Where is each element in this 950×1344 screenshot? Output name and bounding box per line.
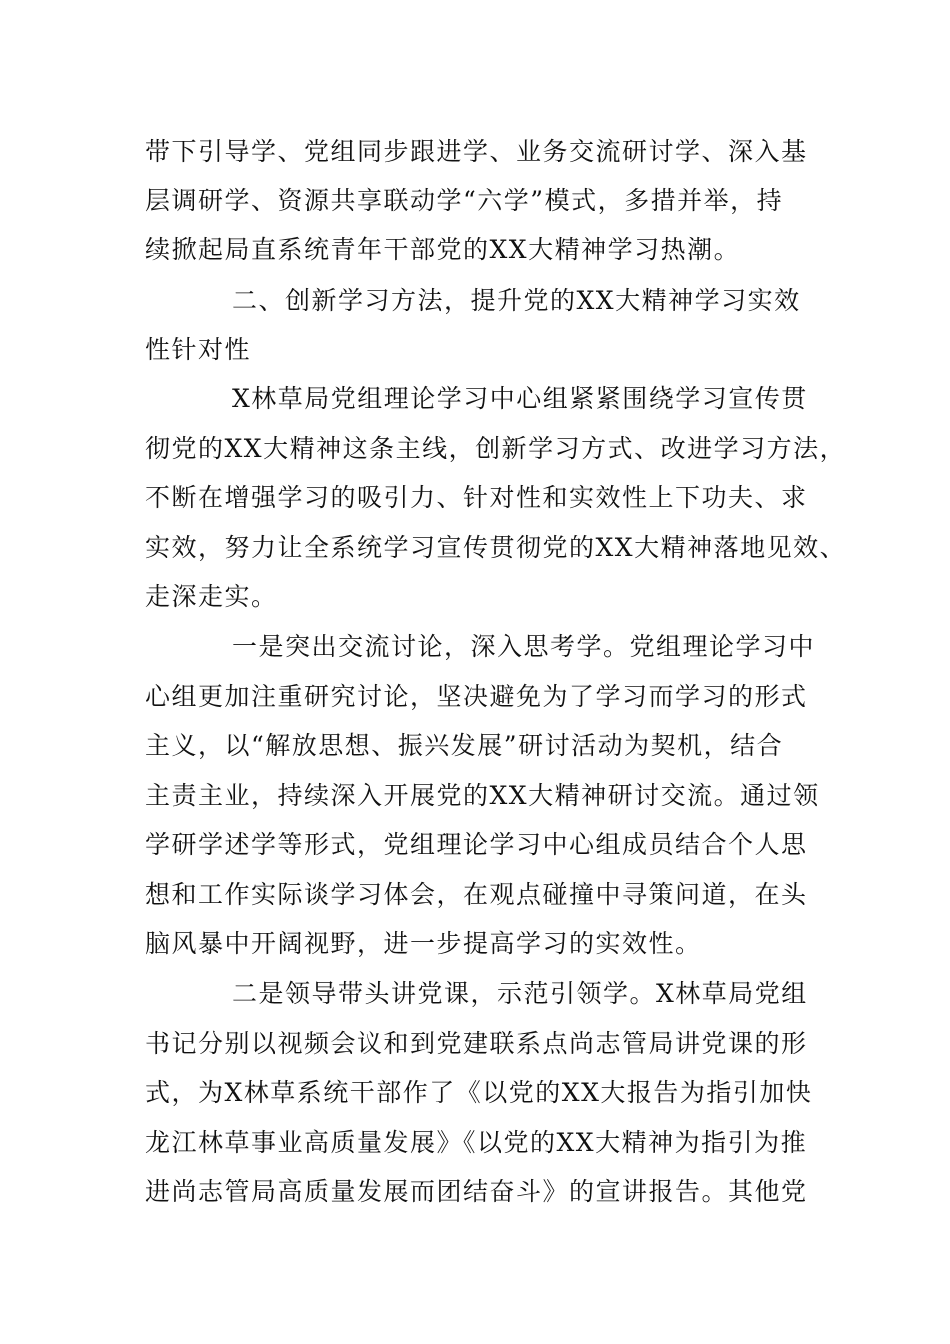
text-line: 实效，努力让全系统学习宣传贯彻党的XX大精神落地见效、 [145, 533, 847, 562]
text-line: 带下引导学、党组同步跟进学、业务交流研讨学、深入基 [145, 137, 808, 166]
text-line: 学研学述学等形式，党组理论学习中心组成员结合个人思 [145, 830, 808, 859]
text-line: 式，为X林草系统干部作了《以党的XX大报告为指引加快 [145, 1078, 813, 1107]
text-line: 主责主业，持续深入开展党的XX大精神研讨交流。通过领 [145, 781, 820, 810]
text-line: 不断在增强学习的吸引力、针对性和实效性上下功夫、求 [145, 483, 808, 512]
text-line: 层调研学、资源共享联动学“六学”模式，多措并举，持 [145, 186, 784, 215]
text-line: 进尚志管局高质量发展而团结奋斗》的宣讲报告。其他党 [145, 1177, 808, 1206]
text-line: 彻党的XX大精神这条主线，创新学习方式、改进学习方法， [145, 434, 847, 463]
text-line: 心组更加注重研究讨论，坚决避免为了学习而学习的形式 [145, 682, 808, 711]
paragraph-first-line: 一是突出交流讨论，深入思考学。党组理论学习中 [232, 632, 816, 661]
text-line: 走深走实。 [145, 582, 278, 611]
text-line: 脑风暴中开阔视野，进一步提高学习的实效性。 [145, 929, 702, 958]
text-line: 龙江林草事业高质量发展》《以党的XX大精神为指引为推 [145, 1128, 808, 1157]
text-line: 想和工作实际谈学习体会，在观点碰撞中寻策问道，在头 [145, 880, 808, 909]
paragraph-first-line: X林草局党组理论学习中心组紧紧围绕学习宣传贯 [232, 384, 808, 413]
text-line: 主义，以“解放思想、振兴发展”研讨活动为契机，结合 [145, 731, 784, 760]
section-heading-continuation: 性针对性 [145, 335, 252, 364]
text-line: 续掀起局直系统青年干部党的XX大精神学习热潮。 [145, 235, 741, 264]
section-heading: 二、创新学习方法，提升党的XX大精神学习实效 [232, 286, 801, 315]
paragraph-first-line: 二是领导带头讲党课，示范引领学。X林草局党组 [232, 979, 808, 1008]
text-line: 书记分别以视频会议和到党建联系点尚志管局讲党课的形 [145, 1029, 808, 1058]
